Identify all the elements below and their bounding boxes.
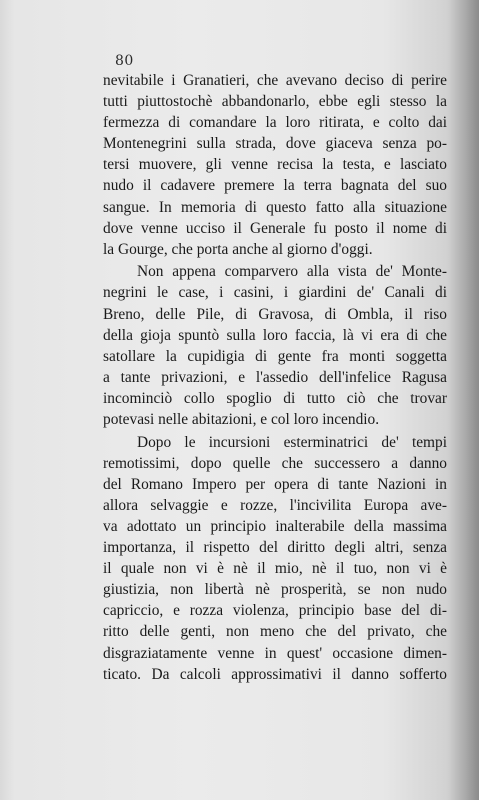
text-line: Montenegrini sulla strada, dove giaceva senza po- (103, 135, 447, 153)
text-line: la Gourge, che porta anche al giorno d'oggi. (103, 240, 373, 258)
text-line: incominciò collo spoglio di tutto ciò che trovar (103, 389, 447, 407)
text-line: fermezza di comandare la loro ritirata, e colto dai (103, 114, 447, 132)
text-line: nevitabile i Granatieri, che avevano deciso di perire (103, 72, 447, 89)
text-line: del Romano Impero per opera di tante Nazioni in (103, 475, 447, 493)
text-line: va adottato un principio inalterabile della massima (103, 517, 447, 535)
paragraph (103, 432, 447, 685)
text-line: dove venne ucciso il Generale fu posto il nome di (103, 219, 447, 237)
page-number: 80 (115, 53, 134, 69)
text-line: negrini le case, i casini, i giardini de' Canali di (103, 284, 447, 302)
text-line: ticato. Da calcoli approssimativi il danno sofferto (103, 665, 447, 683)
text-line: Breno, delle Pile, di Gravosa, di Ombla, il riso (103, 305, 447, 323)
paragraph (103, 261, 447, 430)
text-line: il quale non vi è nè il mio, nè il tuo, non vi è (103, 560, 447, 578)
text-line: allora selvaggie e rozze, l'incivilita Europa ave- (103, 496, 447, 514)
text-line: potevasi nelle abitazioni, e col loro incendio. (103, 411, 380, 428)
text-line: tersi muovere, gli venne recisa la testa, e lasciato (103, 156, 447, 174)
text-line: a tante privazioni, e l'assedio dell'infelice Ragusa (103, 368, 447, 386)
text-line: remotissimi, dopo quelle che successero a danno (103, 454, 447, 472)
paragraph (103, 70, 447, 260)
text-line: sangue. In memoria di questo fatto alla situazione (103, 198, 447, 216)
text-line: satollare la cupidigia di gente fra monti soggetta (103, 347, 447, 365)
text-line: nudo il cadavere premere la terra bagnata del suo (103, 177, 447, 195)
text-line: della gioja spuntò sulla loro faccia, là vi era di che (103, 326, 447, 344)
text-line: giustizia, non libertà nè prosperità, se non nudo (103, 581, 447, 599)
text-line: ritto delle genti, non meno che del privato, che (103, 623, 447, 641)
text-line: tutti piuttostochè abbandonarlo, ebbe egli stesso la (103, 93, 447, 111)
page-edge-shadow (449, 0, 479, 800)
text-body (103, 70, 447, 685)
text-line: Dopo le incursioni esterminatrici de' tempi (137, 433, 447, 451)
text-line: importanza, il rispetto del diritto degli altri, senza (103, 539, 447, 557)
text-line: Non appena comparvero alla vista de' Monte- (137, 263, 447, 281)
text-line: disgraziatamente venne in quest' occasione dimen- (103, 644, 447, 662)
text-line: capriccio, e rozza violenza, principio base del di- (103, 602, 447, 620)
